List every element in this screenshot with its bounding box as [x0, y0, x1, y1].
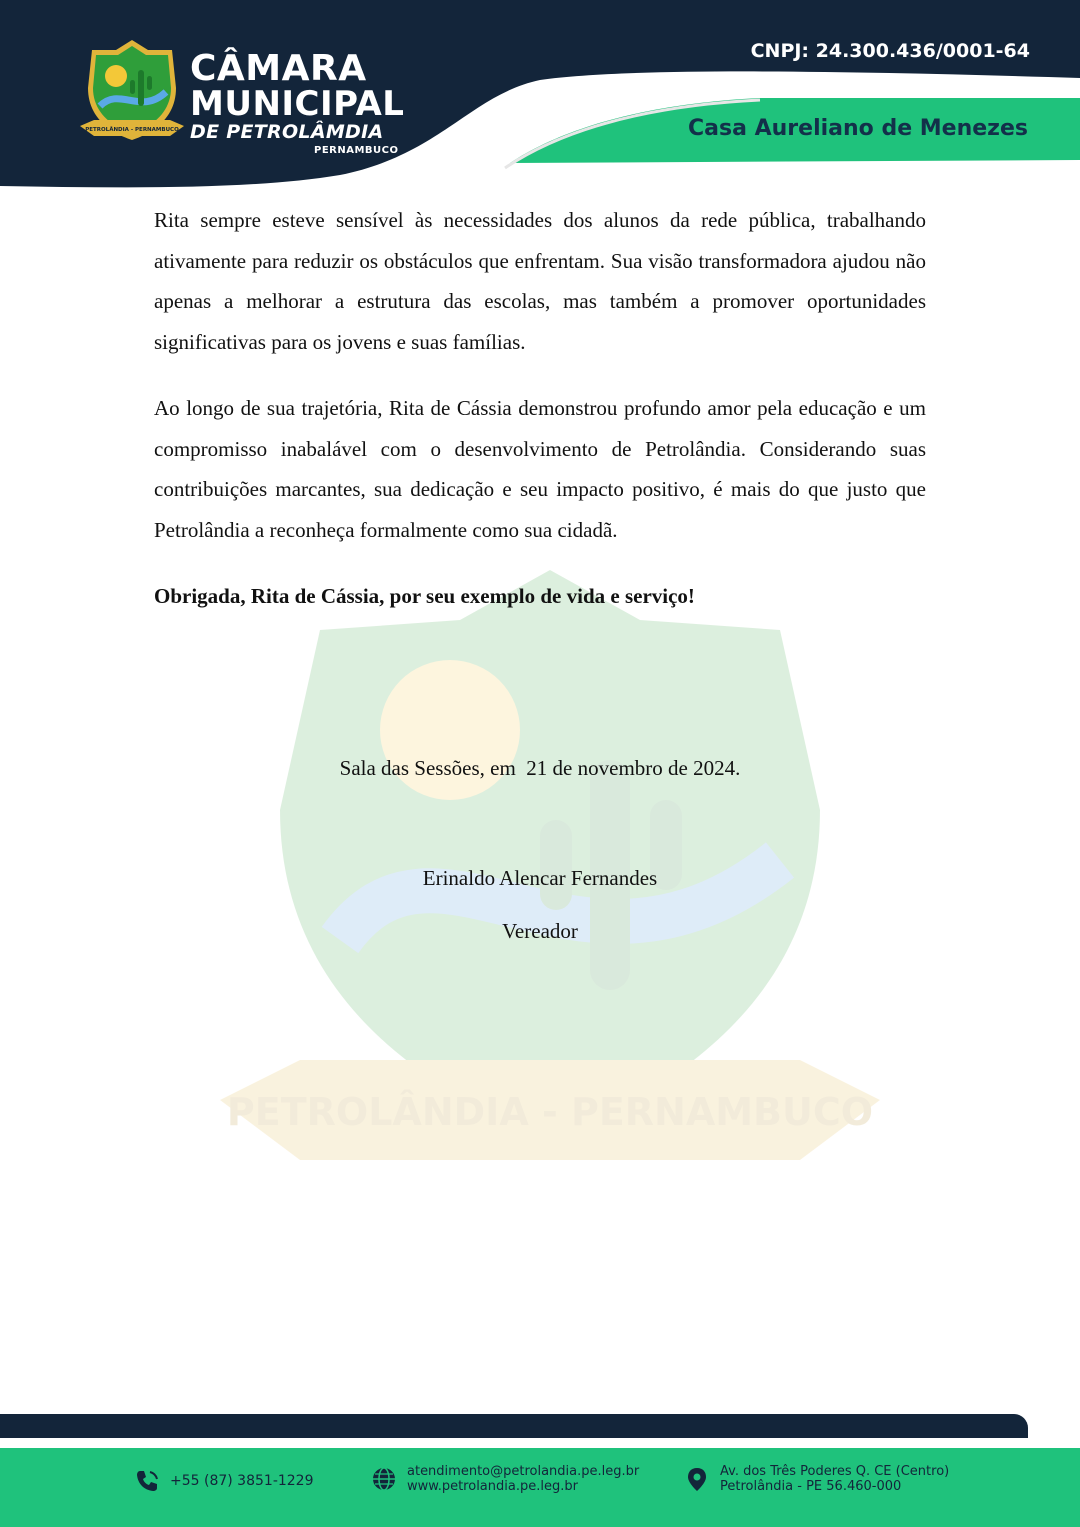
- footer-phone: [134, 1468, 314, 1494]
- letterhead-header: [0, 0, 1080, 200]
- paragraph-2: Ao longo de sua trajetória, Rita de Cássia demonstrou profundo amor pela educação e um compromisso inabalável com o desenvolvimento de Petrolândia. Considerando suas contribuições marcantes, sua dedicação e seu impacto positivo, é mais do que justo que Petrolândia a reconheça formalmente como sua cidadã.: [154, 395, 926, 542]
- footer-address: [684, 1464, 949, 1494]
- brand-line-municipal: MUNICIPAL: [190, 84, 405, 124]
- signer-name: Erinaldo Alencar Fernandes: [422, 866, 658, 890]
- address-line-2: Petrolândia - PE 56.460-000: [720, 1479, 902, 1494]
- footer-divider-bar: [0, 1414, 1028, 1438]
- cnpj-label: CNPJ: 24.300.436/0001-64: [750, 40, 1030, 62]
- email-address: atendimento@petrolandia.pe.leg.br: [407, 1464, 640, 1479]
- location-pin-icon: [684, 1466, 710, 1492]
- closing-statement: Obrigada, Rita de Cássia, por seu exemplo de vida e serviço!: [154, 583, 695, 608]
- signer-role: Vereador: [502, 919, 578, 943]
- brand-line-state: PERNAMBUCO: [314, 145, 399, 156]
- brand-line-camara: CÂMARA: [190, 48, 367, 89]
- phone-number: +55 (87) 3851-1229: [170, 1472, 314, 1489]
- casa-label: Casa Aureliano de Menezes: [688, 116, 1028, 141]
- brand-name: [190, 50, 404, 157]
- crest-logo: [80, 36, 184, 148]
- address-line-1: Av. dos Três Poderes Q. CE (Centro): [720, 1464, 950, 1479]
- document-body: [154, 200, 926, 616]
- date-line: Sala das Sessões, em 21 de novembro de 2024.: [339, 756, 741, 780]
- watermark-ribbon-text: PETROLÂNDIA - PERNAMBUCO: [226, 1090, 874, 1134]
- brand-line-city: DE PETROLÂMDIA: [190, 121, 384, 143]
- footer-web: [371, 1464, 639, 1494]
- crest-ribbon-text: PETROLÂNDIA - PERNAMBUCO: [85, 127, 179, 133]
- phone-icon: [134, 1468, 160, 1494]
- letterhead-footer: [0, 1448, 1080, 1527]
- website-address: www.petrolandia.pe.leg.br: [407, 1479, 578, 1494]
- paragraph-1: Rita sempre esteve sensível às necessidades dos alunos da rede pública, trabalhando ativamente para reduzir os obstáculos que enfrentam. Sua visão transformadora ajudou não apenas a melhorar a estrutura das escolas, mas também a promover oportunidades significativas para os jovens e suas famílias.: [154, 208, 926, 355]
- globe-icon: [371, 1466, 397, 1492]
